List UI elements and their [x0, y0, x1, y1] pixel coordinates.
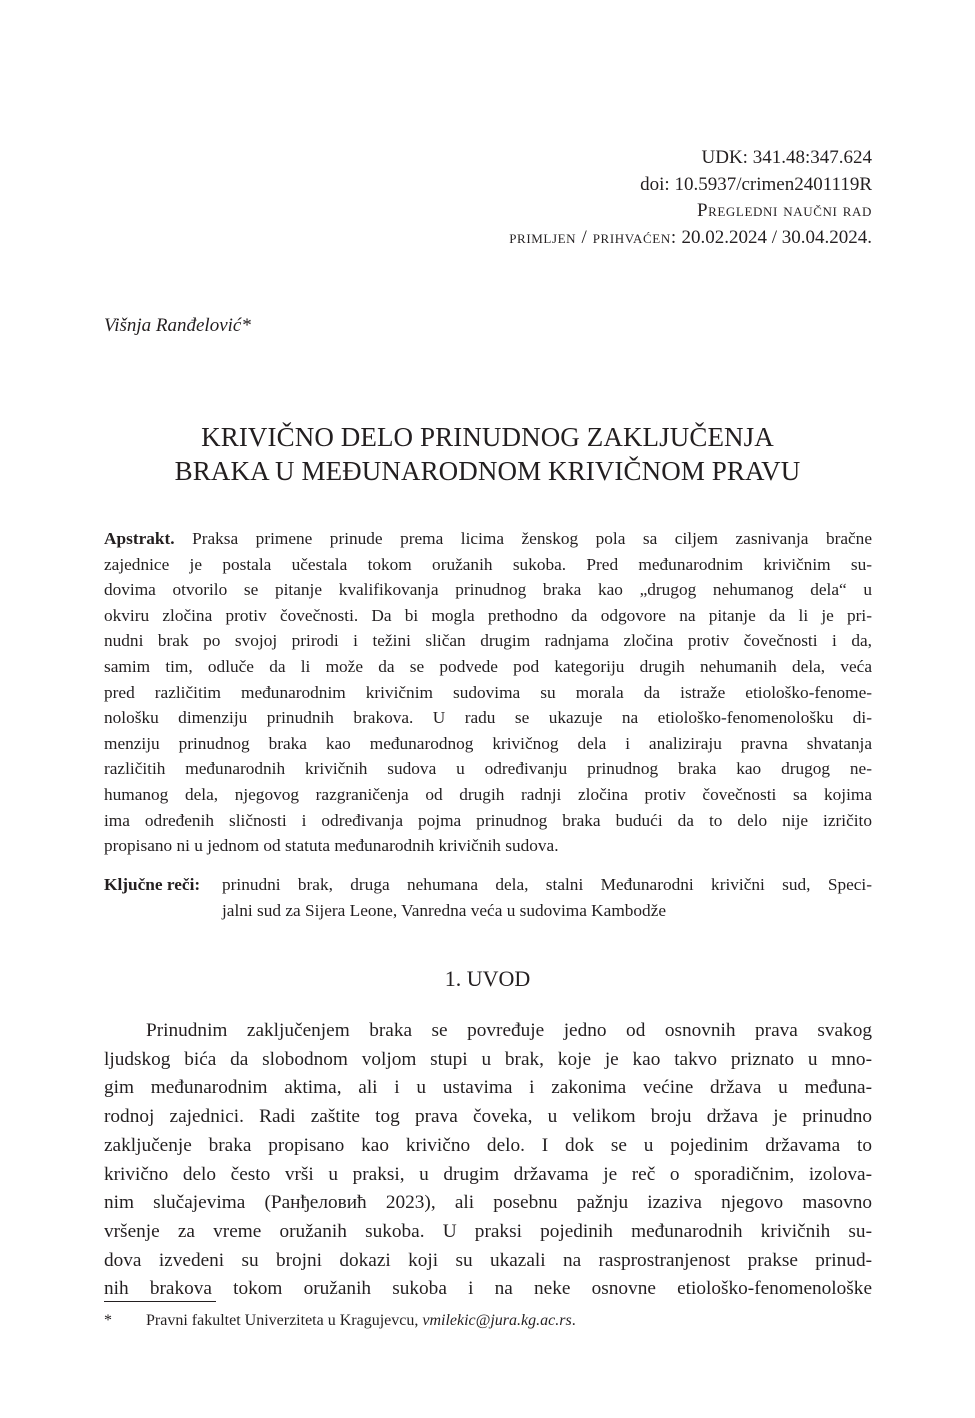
section-heading: 1. UVOD: [444, 966, 531, 991]
keywords-label: Ključne reči:: [104, 875, 201, 894]
keywords-line: jalni sud za Sijera Leone, Vanredna veća u sudovima Kambodže: [222, 900, 667, 920]
body-line: nih brakova tokom oružanih sukoba i na neke osnovne etiološko-fenomenološke: [104, 1278, 872, 1300]
article-title: [0, 420, 975, 488]
abstract-line: propisano ni u jednom od statuta međunarodnih krivičnih sudova.: [104, 836, 559, 856]
title-line-2: BRAKA U MEĐUNARODNOM KRIVIČNOM PRAVU: [174, 456, 801, 486]
body-line: Prinudnim zaključenjem braka se povređuje jedno od osnovnih prava svakog: [146, 1020, 872, 1041]
abstract-line: humanog dela, njegovog razgraničenja od drugih radnji zločina protiv čovečnosti sa kojima: [104, 784, 872, 804]
footnote-affiliation: Pravni fakultet Univerziteta u Kragujevcu,: [146, 1312, 423, 1329]
body-line: ljudskog bića da slobodnom voljom stupi u brak, koje je kao takvo priznato u mno-: [104, 1048, 872, 1070]
footnote-email[interactable]: vmilekic@jura.kg.ac.rs: [422, 1312, 572, 1329]
abstract: [104, 526, 872, 859]
body-line: dova izvedeni su brojni dokazi koji su ukazali na rasprostranjenost prakse prinud-: [104, 1249, 872, 1271]
abstract-line: različitih međunarodnih krivičnih sudova u određivanju prinudnog braka kao drugog ne-: [104, 759, 872, 779]
abstract-line: okviru zločina protiv čovečnosti. Da bi mogla prethodno da odgovore na pitanje da li je pri-: [104, 605, 872, 625]
keywords-text: [222, 872, 872, 923]
body-line: zaključenje braka propisano kao krivično delo. I dok se u pojedinim državama to: [104, 1134, 872, 1156]
body-line: nim slučajevima (Ранђеловић 2023), ali posebnu pažnju izaziva njegovo masovno: [104, 1192, 872, 1214]
dates-label: primljen / prihvaćen:: [509, 226, 677, 248]
body-line: krivično delo često vrši u praksi, u drugim državama je reč o sporadičnim, izolova-: [104, 1163, 872, 1185]
keywords-line: prinudni brak, druga nehumana dela, stalni Međunarodni krivični sud, Speci-: [222, 875, 872, 894]
doi: doi: 10.5937/crimen2401119R: [640, 173, 872, 195]
footnote-divider: [104, 1301, 216, 1302]
abstract-line: dovima otvorilo se pitanje kvalifikovanja prinudnog braka kao „drugog nehumanog dela“ u: [104, 580, 872, 600]
abstract-line: zajednice je postala učestala tokom oružanih sukoba. Pred međunarodnim krivičnim su-: [104, 554, 872, 574]
article-type: Pregledni naučni rad: [696, 200, 872, 221]
article-metadata: [509, 145, 872, 251]
footnote-text: Pravni fakultet Univerziteta u Kragujevcu, vmilekic@jura.kg.ac.rs.: [146, 1312, 576, 1329]
body-line: gim međunarodnim aktima, ali i u ustavima i zakonima većine država u međuna-: [104, 1077, 872, 1099]
abstract-line: menziju prinudnog braka kao međunarodnog krivičnog dela i analiziraju pravna shvatanja: [104, 733, 872, 753]
body-paragraph: [104, 1017, 872, 1304]
abstract-line: nološku dimenziju prinudnih brakova. U radu se ukazuje na etiološko-fenomenološku di-: [104, 708, 872, 728]
author-name: Višnja Ranđelović*: [104, 315, 251, 336]
abstract-label: Apstrakt.: [104, 529, 175, 548]
dates: [509, 225, 872, 252]
abstract-line: Apstrakt. Praksa primene prinude prema licima ženskog pola sa ciljem zasnivanja bračne: [104, 529, 872, 548]
footnote-mark: *: [104, 1312, 112, 1329]
body-line: vršenje za vreme oružanih sukoba. U praksi pojedinih međunarodnih krivičnih su-: [104, 1220, 872, 1242]
abstract-line: nudni brak po svojoj prirodi i težini sličan drugim radnjama zločina protiv čovečnosti i da,: [104, 631, 872, 651]
udk-code: UDK: 341.48:347.624: [701, 147, 872, 168]
title-line-1: KRIVIČNO DELO PRINUDNOG ZAKLJUČENJA: [201, 422, 774, 452]
abstract-line: samim tim, odluče da li može da se podvede pod kategoriju drugih nehumanih dela, veća: [104, 656, 872, 676]
dates-value: 20.02.2024 / 30.04.2024.: [676, 226, 872, 248]
body-line: rodnoj zajednici. Radi zaštite tog prava čoveka, u velikom broju država je prinudno: [104, 1106, 872, 1128]
abstract-line: ima određenih sličnosti i određivanja pojma prinudnog braka budući da to delo nije izričito: [104, 810, 872, 830]
abstract-line: pred različitim međunarodnim krivičnim sudovima su morala da istraže etiološko-fenome-: [104, 682, 872, 702]
